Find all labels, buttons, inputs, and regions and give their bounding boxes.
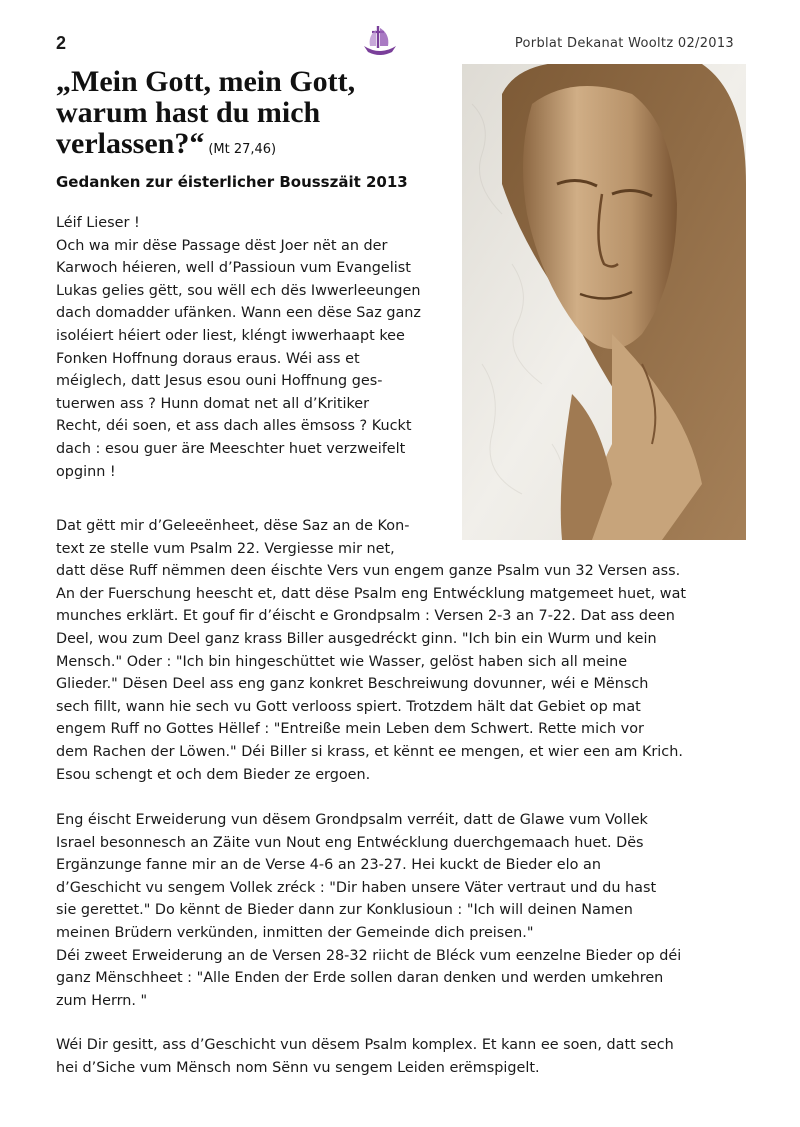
text-line: Eng éischt Erweiderung vun dësem Grondpsalm verréit, datt de Glawe vum Vollek (56, 812, 648, 828)
text-line: méiglech, datt Jesus esou ouni Hoffnung ges- (56, 373, 383, 390)
text-line: An der Fuerschung heescht et, datt dëse Psalm eng Entwécklung matgemeet huet, wat (56, 585, 687, 602)
bible-reference: (Mt 27,46) (208, 142, 277, 157)
intro-column (56, 212, 451, 483)
title-line: verlassen?“ (56, 127, 205, 160)
text-line: dach domadder ufänken. Wann een dëse Saz ganz (56, 305, 421, 322)
text-line: sie gerettet." Do kënnt de Bieder dann zur Konklusioun : "Ich will deinen Namen (56, 902, 633, 919)
text-line: Deel, wou zum Deel ganz krass Biller ausgedréckt ginn. "Ich bin ein Wurm und kein (56, 630, 657, 647)
title-line: „Mein Gott, mein Gott, (56, 65, 356, 98)
text-line: meinen Brüdern verkünden, inmitten der Gemeinde dich preisen." (56, 924, 534, 941)
text-line: opginn ! (56, 463, 116, 480)
text-line: dach : esou guer äre Meeschter huet verzweifelt (56, 440, 406, 457)
ship-cross-logo-icon (360, 22, 400, 58)
salutation: Léif Lieser ! (56, 215, 140, 231)
text-line: Mensch." Oder : "Ich bin hingeschüttet wie Wasser, gelöst haben sich all meine (56, 653, 628, 670)
text-line: tuerwen ass ? Hunn domat net all d’Kritiker (56, 395, 370, 412)
text-line: Glieder." Dësen Deel ass eng ganz konkret Beschreiwung dovunner, wéi e Mënsch (56, 676, 649, 693)
page-number: 2 (56, 33, 67, 53)
text-line: Wéi Dir gesitt, ass d’Geschicht vun dësem Psalm komplex. Et kann ee soen, datt sech (56, 1037, 674, 1053)
paragraph-3 (56, 809, 746, 1012)
text-line: Déi zweet Erweiderung an de Versen 28-32 riicht de Bléck vum eenzelne Bieder op déi (56, 947, 682, 964)
text-line: Karwoch héieren, well d’Passioun vum Evangelist (56, 260, 411, 277)
wooden-christ-sculpture-photo (462, 64, 746, 540)
text-line: Recht, déi soen, et ass dach alles ëmsoss ? Kuckt (56, 418, 412, 435)
text-line: Ergänzunge fanne mir an de Verse 4-6 an 23-27. Hei kuckt de Bieder elo an (56, 857, 601, 874)
text-line: zum Herrn. " (56, 992, 148, 1009)
article-title-block (56, 66, 451, 191)
title-line: warum hast du mich (56, 96, 321, 129)
article-title (56, 66, 451, 165)
text-line: sech fillt, wann hie sech vu Gott verlooss spiert. Trotzdem hält dat Gebiet op mat (56, 698, 641, 715)
text-line: text ze stelle vum Psalm 22. Vergiesse mir net, (56, 540, 395, 557)
text-line: munches erklärt. Et gouf fir d’éischt e Grondpsalm : Versen 2-3 an 7-22. Dat ass deen (56, 608, 675, 625)
text-line: datt dëse Ruff nëmmen deen éischte Vers vun engem ganze Psalm vun 32 Versen ass. (56, 563, 681, 580)
text-line: d’Geschicht vu sengem Vollek zréck : "Dir haben unsere Väter vertraut und du hast (56, 879, 657, 896)
text-line: Och wa mir dëse Passage dëst Joer nët an der (56, 237, 388, 254)
text-line: Israel besonnesch an Zäite vun Nout eng Entwécklung duerchgemaach huet. Dës (56, 834, 644, 851)
text-line: Dat gëtt mir d’Geleeënheet, dëse Saz an de Kon- (56, 518, 410, 534)
text-line: Lukas gelies gëtt, sou wëll ech dës Iwwerleeungen (56, 282, 421, 299)
text-line: dem Rachen der Löwen." Déi Biller si krass, et kënnt ee mengen, et wier een am Krich. (56, 743, 683, 760)
text-line: isoléiert héiert oder liest, kléngt iwwerhaapt kee (56, 327, 405, 344)
text-line: engem Ruff no Gottes Hëllef : "Entreiße mein Leben dem Schwert. Rette mich vor (56, 721, 644, 738)
paragraph-2 (56, 515, 746, 786)
text-line: Esou schengt et och dem Bieder ze ergoen. (56, 766, 371, 783)
text-line: ganz Mënschheet : "Alle Enden der Erde sollen daran denken und werden umkehren (56, 970, 664, 987)
paragraph-4 (56, 1034, 746, 1079)
article-subtitle: Gedanken zur éisterlicher Bousszäit 2013 (56, 173, 408, 191)
text-line: Fonken Hoffnung doraus eraus. Wéi ass et (56, 350, 360, 367)
text-line: hei d’Siche vum Mënsch nom Sënn vu sengem Leiden erëmspigelt. (56, 1059, 540, 1076)
paragraph-1 (56, 235, 451, 484)
publication-header: Porblat Dekanat Wooltz 02/2013 (514, 36, 734, 51)
